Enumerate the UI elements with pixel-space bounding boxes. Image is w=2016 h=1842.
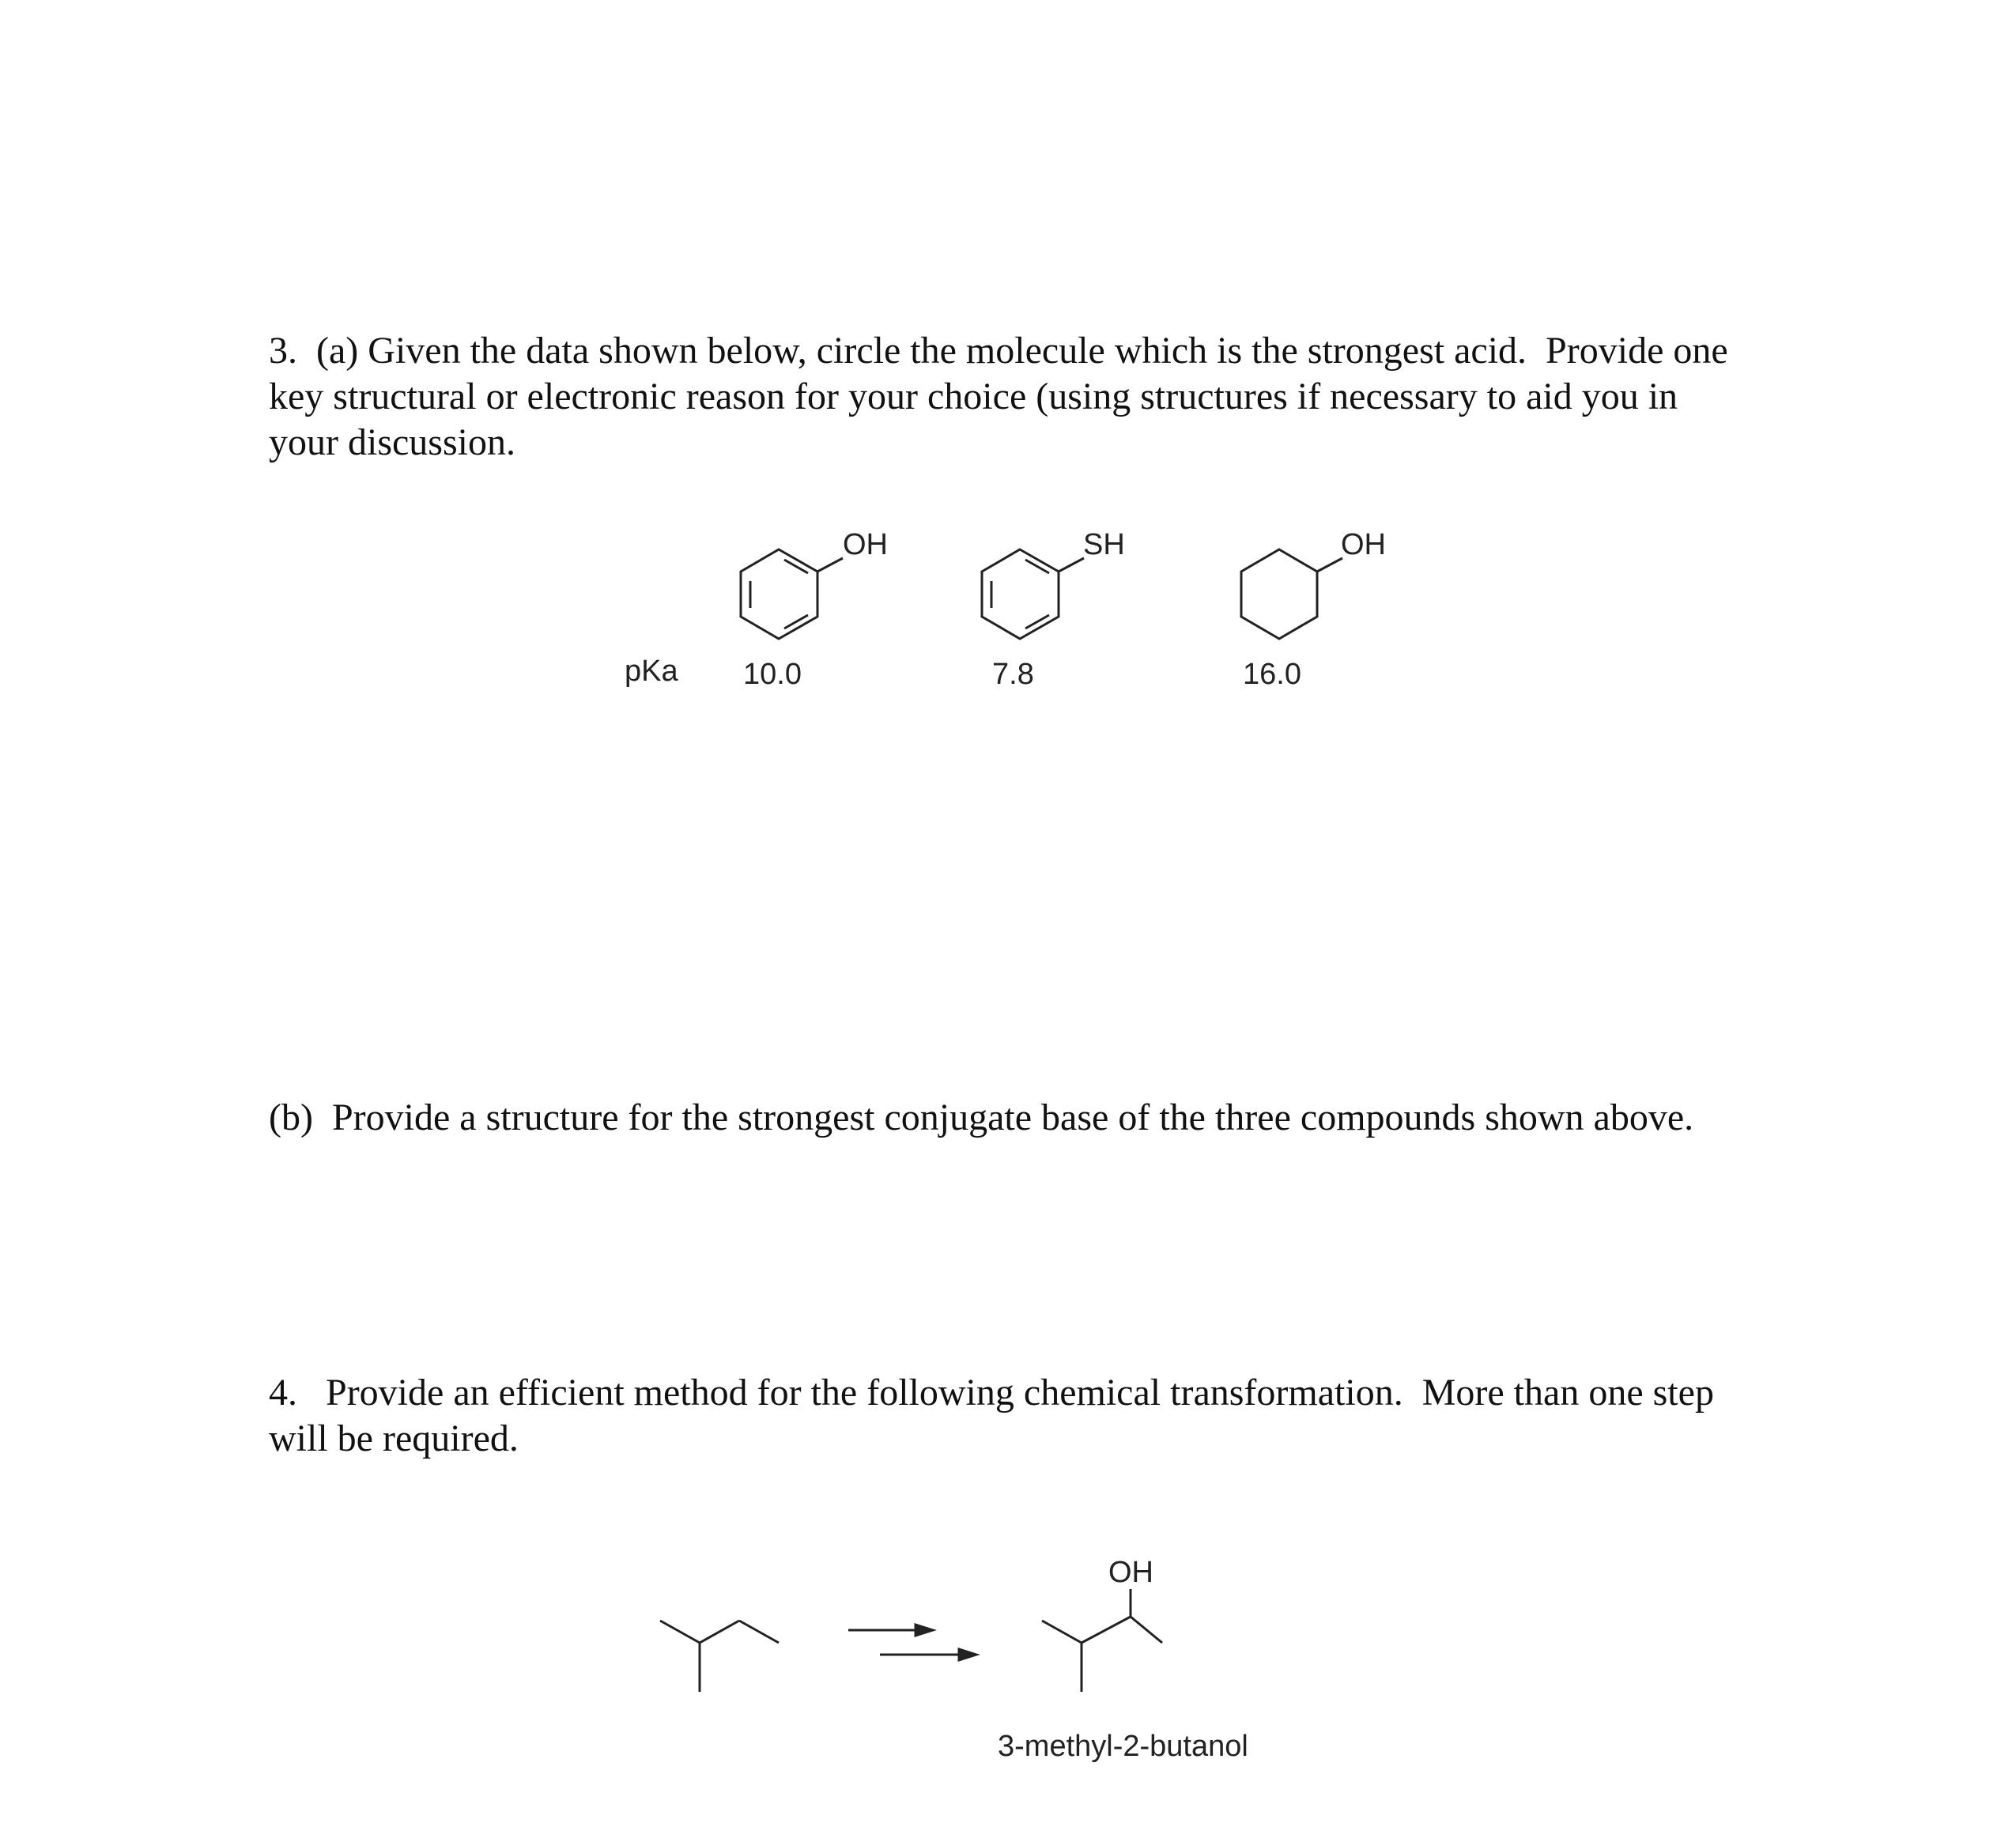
cyclohexanol-oh-label: OH	[1341, 528, 1386, 561]
aromatic-double-bond	[1025, 560, 1049, 573]
question-3a-line: 3. (a) Given the data shown below, circle the molecule which is the strongest acid. Provide one	[269, 330, 1728, 372]
product-name-label: 3-methyl-2-butanol	[998, 1730, 1248, 1763]
pka-value: 7.8	[992, 658, 1034, 691]
aromatic-double-bond	[784, 615, 808, 628]
question-3a-text	[269, 328, 1842, 466]
skeletal-bond	[660, 1621, 700, 1643]
question-4-line: 4. Provide an efficient method for the following chemical transformation. More than one step	[269, 1372, 1714, 1414]
thiophenol-structure	[982, 549, 1084, 639]
question-4-text	[269, 1370, 1842, 1462]
skeletal-bond	[739, 1621, 779, 1643]
cyclohexanol-structure	[1241, 549, 1342, 639]
skeletal-bond	[1042, 1621, 1082, 1643]
question-3b-text	[269, 1095, 1842, 1141]
multistep-arrows	[848, 1625, 976, 1660]
question-3a-line: your discussion.	[269, 421, 515, 463]
pka-row-label: pKa	[625, 655, 678, 688]
cyclohexane-ring	[1241, 549, 1317, 639]
aromatic-double-bond	[784, 560, 808, 573]
question-4-line: will be required.	[269, 1417, 519, 1459]
benzene-ring	[982, 549, 1059, 639]
phenol-oh-label: OH	[843, 528, 888, 561]
pka-value: 16.0	[1243, 658, 1301, 691]
c-s-bond	[1059, 558, 1084, 572]
phenol-structure	[741, 549, 843, 639]
question-3a-line: key structural or electronic reason for your choice (using structures if necessary to aid you in	[269, 376, 1678, 417]
c-o-bond	[817, 558, 843, 572]
aromatic-double-bond	[1025, 615, 1049, 628]
benzene-ring	[741, 549, 817, 639]
thiophenol-sh-label: SH	[1083, 528, 1125, 561]
skeletal-bond	[700, 1621, 739, 1643]
pka-value: 10.0	[743, 658, 802, 691]
product-structure	[1042, 1589, 1162, 1692]
reactant-structure	[660, 1621, 779, 1692]
arrow-head	[959, 1649, 976, 1660]
product-oh-label: OH	[1108, 1556, 1153, 1589]
c-o-bond	[1317, 558, 1342, 572]
skeletal-bond	[1082, 1617, 1131, 1643]
skeletal-bond	[1131, 1617, 1162, 1643]
arrow-head	[916, 1625, 933, 1636]
question-3b-line: (b) Provide a structure for the strongest conjugate base of the three compounds shown above.	[269, 1097, 1694, 1138]
